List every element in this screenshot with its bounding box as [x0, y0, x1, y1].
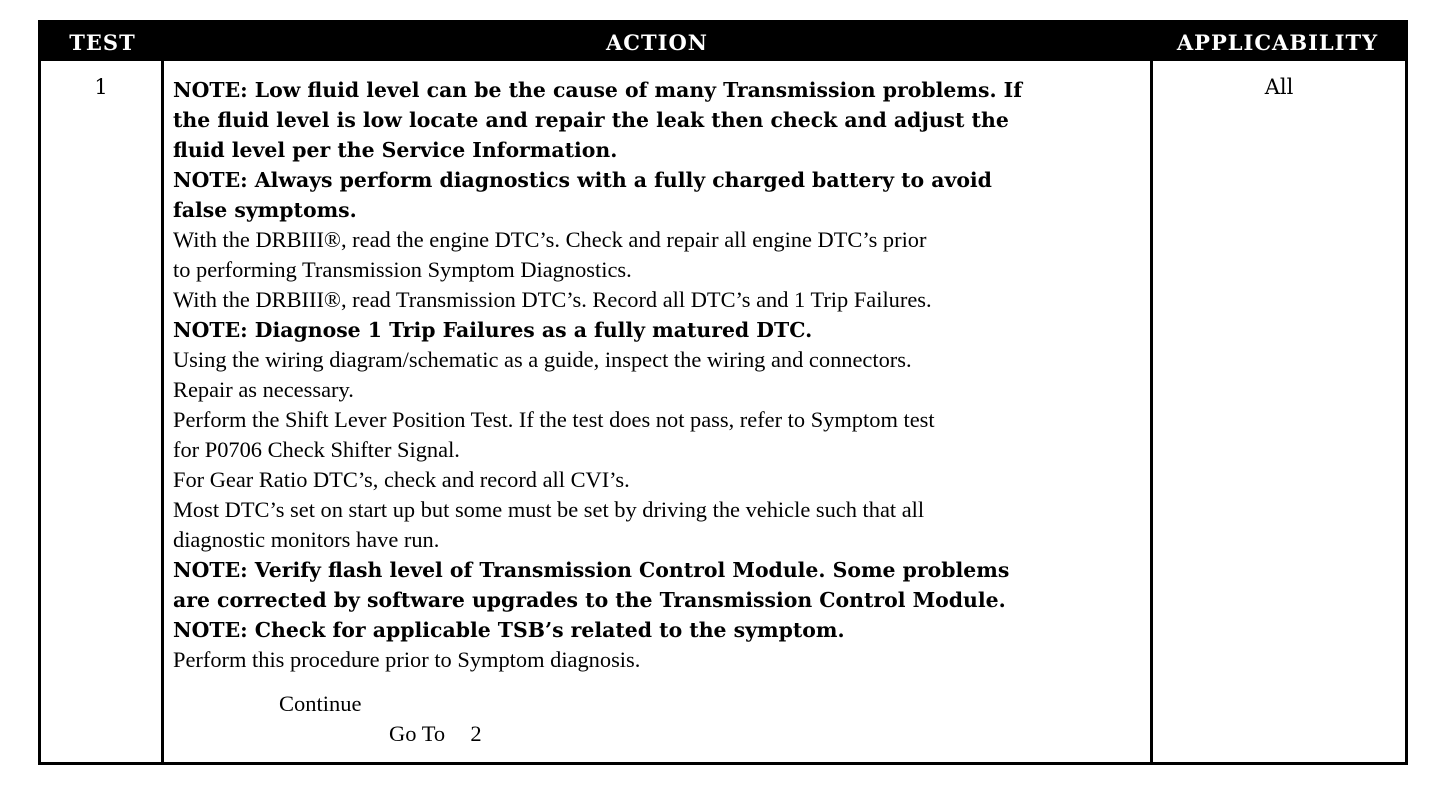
action-cell	[167, 61, 1150, 762]
instruction-line: Most DTC’s set on start up but some must be set by driving the vehicle such that all	[173, 497, 925, 522]
header-test: TEST	[41, 23, 164, 61]
instruction-line: Repair as necessary.	[173, 377, 354, 402]
header-applicability: APPLICABILITY	[1150, 23, 1405, 61]
instruction-line: Perform this procedure prior to Symptom diagnosis.	[173, 647, 641, 672]
applicability-value: All	[1264, 75, 1294, 99]
action-text	[173, 75, 1149, 675]
diagnostic-table	[38, 20, 1408, 765]
note-line: NOTE: Diagnose 1 Trip Failures as a fully matured DTC.	[173, 318, 813, 342]
instruction-line: diagnostic monitors have run.	[173, 527, 440, 552]
instruction-line: for P0706 Check Shifter Signal.	[173, 437, 460, 462]
note-line: NOTE: Verify flash level of Transmission Control Module. Some problems	[173, 558, 1010, 582]
instruction-line: For Gear Ratio DTC’s, check and record all CVI’s.	[173, 467, 630, 492]
note-line: fluid level per the Service Information.	[173, 138, 618, 162]
note-line: false symptoms.	[173, 198, 357, 222]
instruction-line: Using the wiring diagram/schematic as a guide, inspect the wiring and connectors.	[173, 347, 912, 372]
instruction-line: With the DRBIII®, read the engine DTC’s. Check and repair all engine DTC’s prior	[173, 227, 927, 252]
header-action: ACTION	[164, 23, 1150, 61]
continue-label: Continue	[279, 691, 362, 716]
column-divider	[161, 23, 164, 762]
goto-target: 2	[470, 721, 482, 746]
instruction-line: Perform the Shift Lever Position Test. If the test does not pass, refer to Symptom test	[173, 407, 935, 432]
note-line: NOTE: Low fluid level can be the cause of many Transmission problems. If	[173, 78, 1022, 102]
goto-instruction	[389, 721, 482, 747]
note-line: are corrected by software upgrades to the Transmission Control Module.	[173, 588, 1006, 612]
goto-label: Go To	[389, 721, 446, 746]
test-number: 1	[94, 75, 108, 99]
instruction-line: With the DRBIII®, read Transmission DTC’s. Record all DTC’s and 1 Trip Failures.	[173, 287, 932, 312]
instruction-line: to performing Transmission Symptom Diagnostics.	[173, 257, 632, 282]
note-line: the fluid level is low locate and repair the leak then check and adjust the	[173, 108, 1009, 132]
note-line: NOTE: Always perform diagnostics with a fully charged battery to avoid	[173, 168, 992, 192]
note-line: NOTE: Check for applicable TSB’s related to the symptom.	[173, 618, 845, 642]
